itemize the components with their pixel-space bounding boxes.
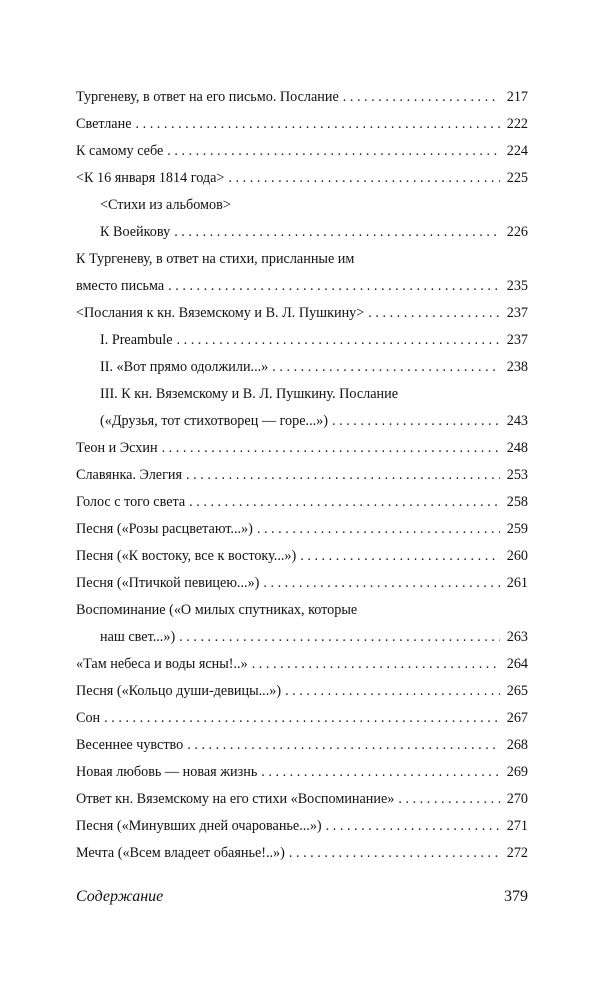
- dot-leader: [261, 759, 500, 786]
- toc-entry-page: 270: [506, 791, 528, 807]
- toc-entry-title: Тургеневу, в ответ на его письмо. Послание: [76, 89, 339, 105]
- toc-entry-page: 265: [506, 683, 528, 699]
- dot-leader: [289, 840, 500, 867]
- toc-entry-page: 264: [506, 656, 528, 672]
- toc-entry-title: Светлане: [76, 116, 132, 132]
- toc-entry: [76, 138, 528, 165]
- dot-leader: [162, 435, 500, 462]
- toc-entry-title: <К 16 января 1814 года>: [76, 170, 225, 186]
- toc-entry-page: 243: [506, 413, 528, 429]
- toc-entry: [76, 597, 528, 651]
- toc-entry-title: <Послания к кн. Вяземскому и В. Л. Пушкину>: [76, 305, 365, 321]
- toc-entry: [76, 462, 528, 489]
- dot-leader: [177, 327, 501, 354]
- toc-entry-title: Песня («Розы расцветают...»): [76, 521, 253, 537]
- dot-leader: [285, 678, 500, 705]
- toc-entry: [76, 84, 528, 111]
- toc-entry-page: 226: [506, 224, 528, 240]
- dot-leader: [368, 300, 500, 327]
- toc-entry: [76, 327, 528, 354]
- toc-entry-page: 259: [506, 521, 528, 537]
- toc-entry: [76, 516, 528, 543]
- toc-entry: [76, 381, 528, 435]
- toc-entry-title: К самому себе: [76, 143, 164, 159]
- toc-entry-page: 271: [506, 818, 528, 834]
- toc-entry-page: 261: [506, 575, 528, 591]
- dot-leader: [186, 462, 500, 489]
- toc-entry-title: II. «Вот прямо одолжили...»: [100, 359, 269, 375]
- dot-leader: [189, 489, 500, 516]
- toc-entry: [76, 246, 528, 300]
- toc-entry: [76, 219, 528, 246]
- toc-entry: [76, 435, 528, 462]
- toc-entry: [76, 786, 528, 813]
- toc-entry-page: 269: [506, 764, 528, 780]
- toc-entry-title: Голос с того света: [76, 494, 186, 510]
- toc-entry: [76, 489, 528, 516]
- toc-entry-title: Ответ кн. Вяземскому на его стихи «Воспоминание»: [76, 791, 395, 807]
- toc-entry-page: 260: [506, 548, 528, 564]
- dot-leader: [136, 111, 501, 138]
- toc-entry-title: К Воейкову: [100, 224, 171, 240]
- toc-entry-title: Весеннее чувство: [76, 737, 184, 753]
- toc-entry-page: 237: [506, 332, 528, 348]
- toc-entry-title: Сон: [76, 710, 101, 726]
- toc-entry-title: Песня («Птичкой певицею...»): [76, 575, 260, 591]
- toc-entry-page: 224: [506, 143, 528, 159]
- page-footer: [76, 888, 528, 906]
- toc-entry-page: 267: [506, 710, 528, 726]
- dot-leader: [187, 732, 500, 759]
- toc-entry: [76, 192, 528, 219]
- dot-leader: [300, 543, 500, 570]
- toc-entry: [76, 165, 528, 192]
- toc-entry: [76, 759, 528, 786]
- toc-entry-title: Славянка. Элегия: [76, 467, 183, 483]
- toc-entry-page: 263: [506, 629, 528, 645]
- dot-leader: [343, 84, 500, 111]
- toc-entry: [76, 732, 528, 759]
- toc-entry: [76, 354, 528, 381]
- dot-leader: [398, 786, 500, 813]
- toc-entry-page: 222: [506, 116, 528, 132]
- toc-entry-title: Песня («Кольцо души-девицы...»): [76, 683, 282, 699]
- toc-entry-page: 238: [506, 359, 528, 375]
- toc-entry-title: «Там небеса и воды ясны!..»: [76, 656, 248, 672]
- page-number: 379: [504, 888, 528, 905]
- dot-leader: [332, 408, 500, 435]
- toc-entry-title-line: <Стихи из альбомов>: [100, 197, 231, 213]
- toc-entry-page: 237: [506, 305, 528, 321]
- dot-leader: [228, 165, 500, 192]
- toc-entry-page: 225: [506, 170, 528, 186]
- table-of-contents: [76, 84, 528, 867]
- dot-leader: [326, 813, 500, 840]
- toc-entry-page: 248: [506, 440, 528, 456]
- toc-entry-title: Песня («Минувших дней очарованье...»): [76, 818, 322, 834]
- toc-entry-title-line: III. К кн. Вяземскому и В. Л. Пушкину. Послание: [100, 386, 399, 402]
- running-title: Содержание: [76, 888, 164, 905]
- toc-entry: [76, 543, 528, 570]
- dot-leader: [179, 624, 500, 651]
- toc-entry-title: Мечта («Всем владеет обаянье!..»): [76, 845, 285, 861]
- toc-entry: [76, 705, 528, 732]
- toc-entry-title-line: Воспоминание («О милых спутниках, которые: [76, 602, 358, 618]
- toc-entry: [76, 570, 528, 597]
- toc-entry: [76, 300, 528, 327]
- dot-leader: [174, 219, 500, 246]
- dot-leader: [167, 138, 500, 165]
- toc-entry-title-line: К Тургеневу, в ответ на стихи, присланные им: [76, 251, 355, 267]
- dot-leader: [257, 516, 500, 543]
- toc-entry-title: I. Preambule: [100, 332, 173, 348]
- toc-entry-page: 217: [506, 89, 528, 105]
- toc-entry-title: («Друзья, тот стихотворец — горе...»): [100, 413, 328, 429]
- dot-leader: [272, 354, 500, 381]
- toc-entry-title: Песня («К востоку, все к востоку...»): [76, 548, 297, 564]
- toc-entry: [76, 840, 528, 867]
- toc-entry: [76, 678, 528, 705]
- toc-entry-page: 272: [506, 845, 528, 861]
- toc-entry-page: 258: [506, 494, 528, 510]
- toc-entry-title: наш свет...»): [100, 629, 176, 645]
- toc-entry-title: Теон и Эсхин: [76, 440, 158, 456]
- toc-entry-page: 235: [506, 278, 528, 294]
- toc-entry: [76, 111, 528, 138]
- toc-entry-title: Новая любовь — новая жизнь: [76, 764, 258, 780]
- toc-entry-page: 253: [506, 467, 528, 483]
- toc-entry-page: 268: [506, 737, 528, 753]
- dot-leader: [252, 651, 500, 678]
- dot-leader: [168, 273, 500, 300]
- toc-entry: [76, 651, 528, 678]
- toc-entry-title: вместо письма: [76, 278, 165, 294]
- dot-leader: [263, 570, 500, 597]
- dot-leader: [104, 705, 500, 732]
- toc-entry: [76, 813, 528, 840]
